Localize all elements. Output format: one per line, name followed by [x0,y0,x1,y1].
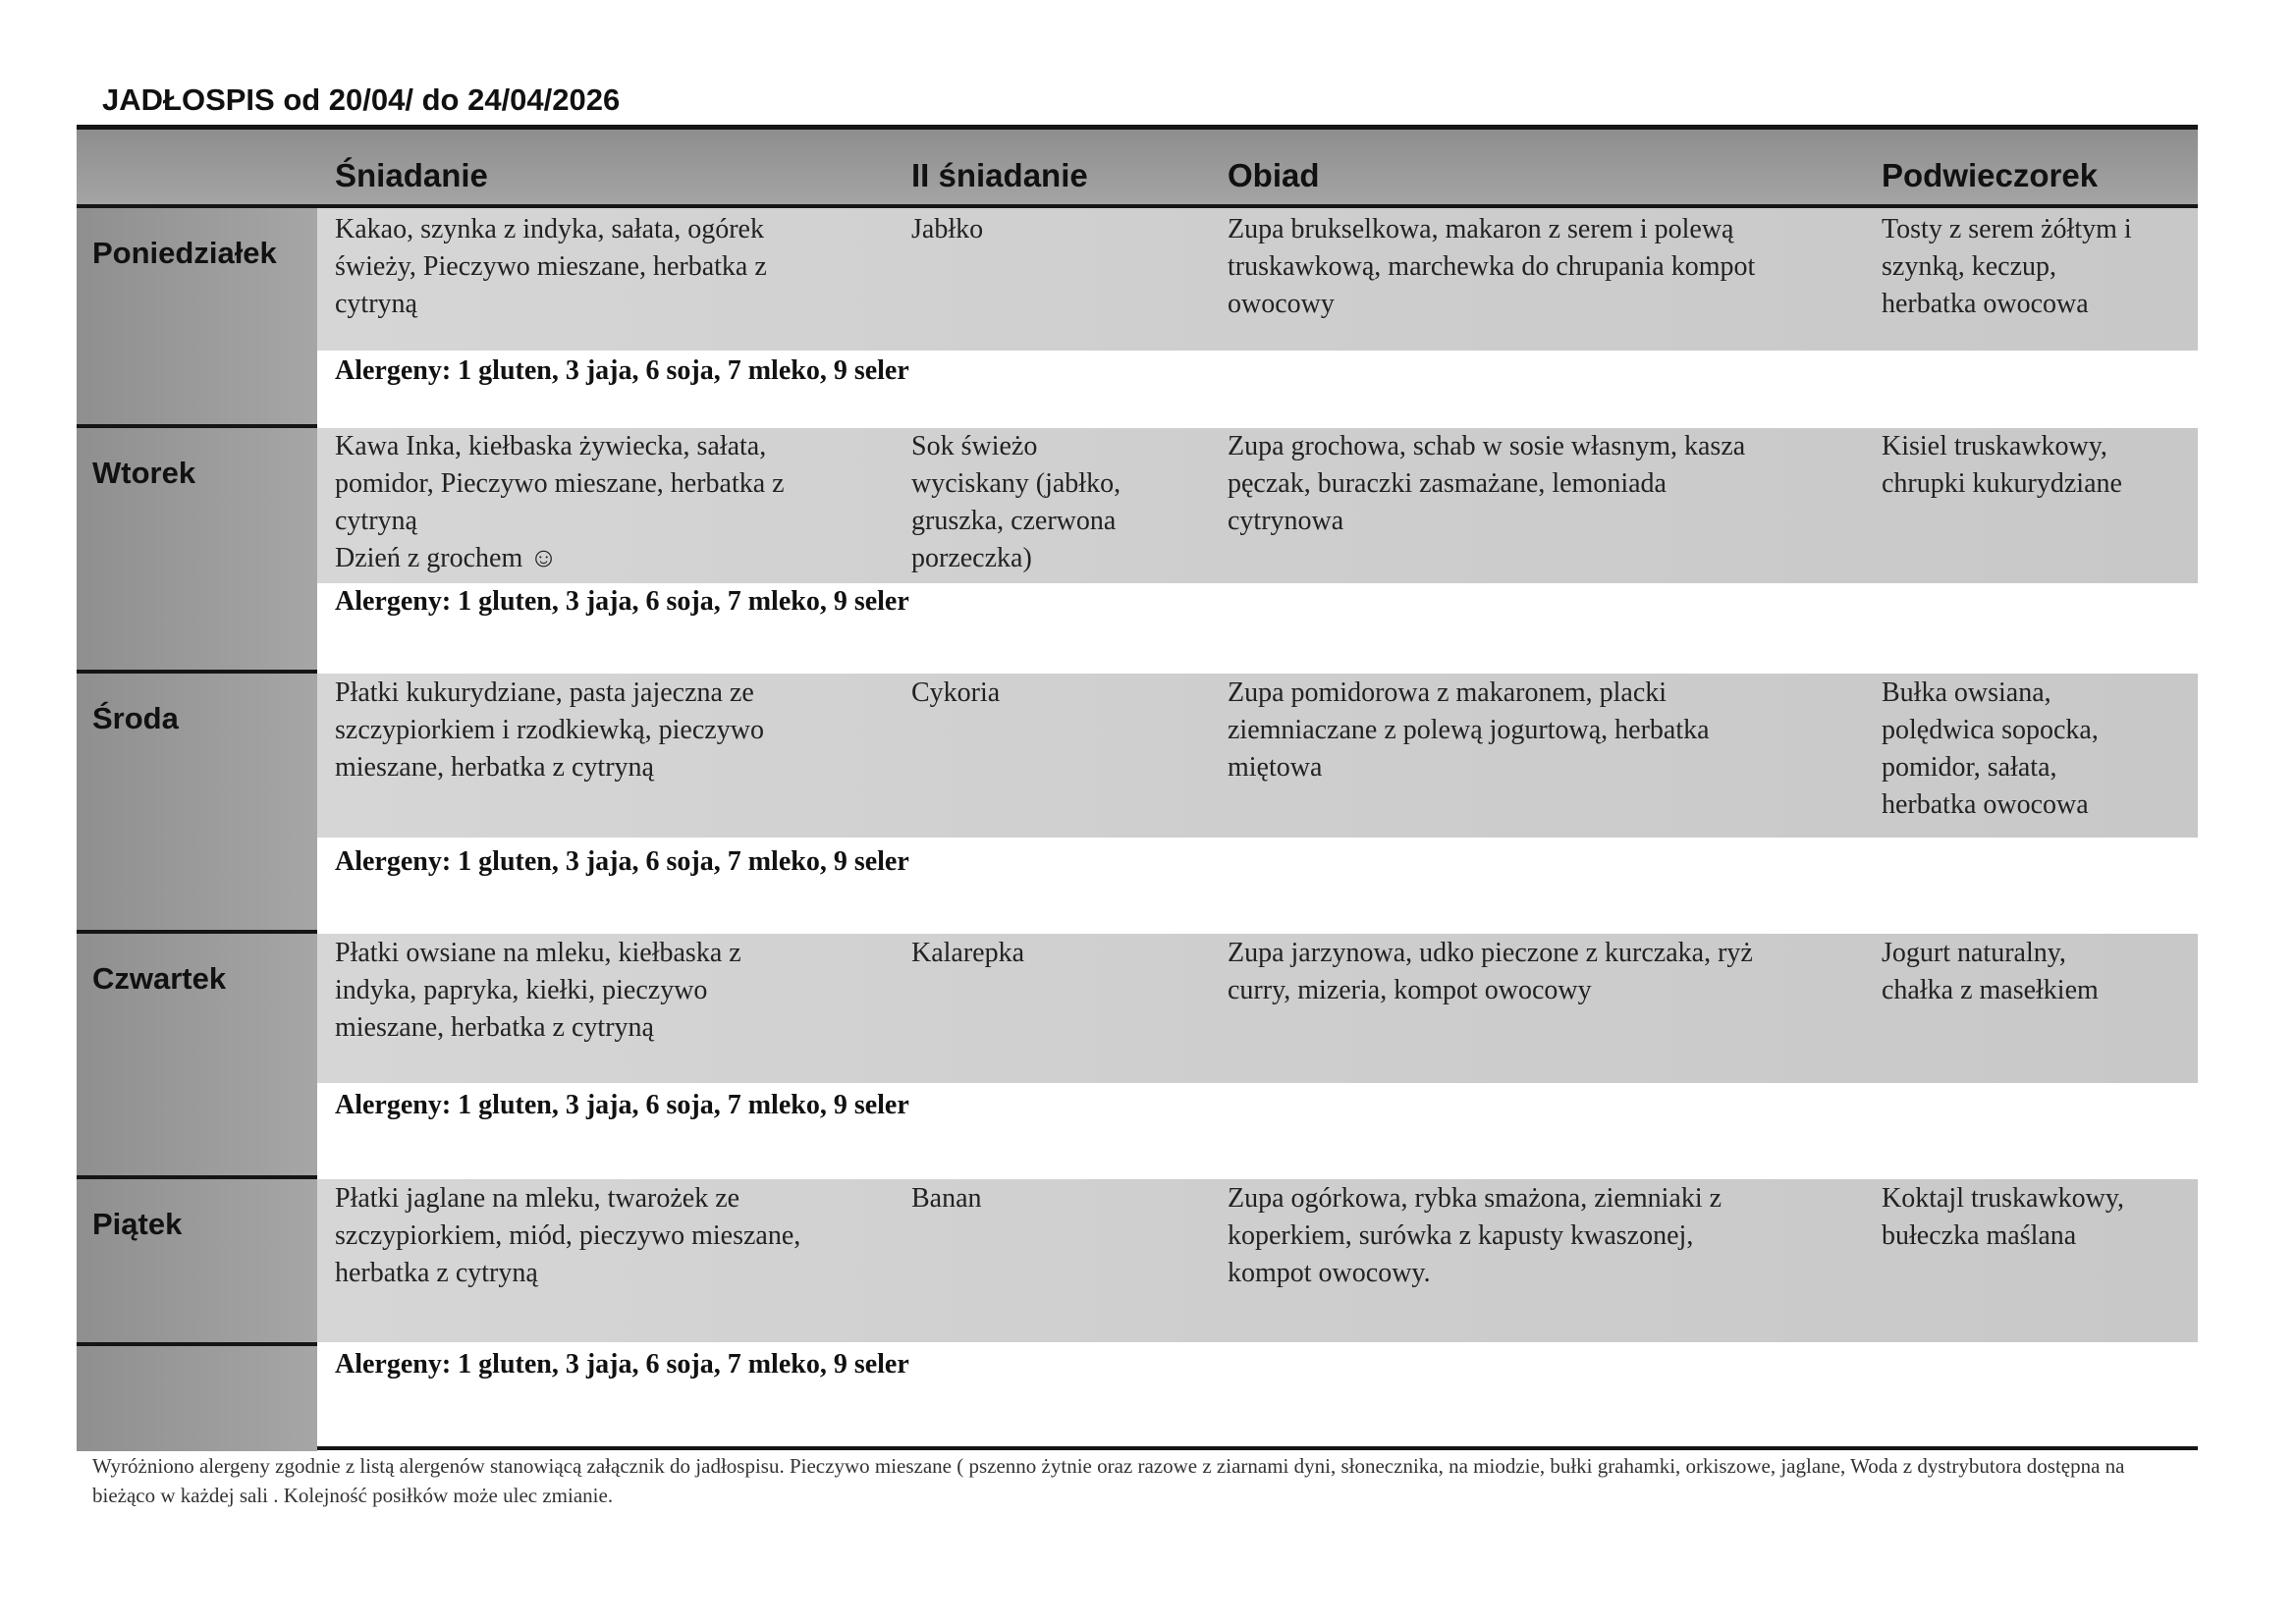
day-cell-thursday [77,930,317,1175]
breakfast-cell: Płatki jaglane na mleku, twarożek ze szczypiorkiem, miód, pieczywo mieszane, herbatka z cytryną [335,1183,801,1288]
second-breakfast-cell: Banan [911,1183,982,1214]
dinner-cell: Zupa ogórkowa, rybka smażona, ziemniaki z koperkiem, surówka z kapusty kwaszonej, kompot owocowy. [1228,1183,1722,1288]
header-row [77,130,2198,208]
footnote: Wyróżniono alergeny zgodnie z listą alergenów stanowiącą załącznik do jadłospisu. Pieczywo mieszane ( pszenno żytnie oraz razowe z ziarnami dyni, słonecznika, na miodzie, bułki grahamki, orkiszowe, jaglane, Woda z dystrybutora dostępna na bieżąco w każdej sali . Kolejność posiłków może ulec zmianie. [92,1454,2125,1507]
dinner-cell: Zupa jarzynowa, udko pieczone z kurczaka, ryż curry, mizeria, kompot owocowy [1228,938,1753,1005]
header-second-breakfast: II śniadanie [911,157,1088,193]
day-name: Środa [92,701,179,735]
day-name: Czwartek [92,961,227,996]
day-name: Wtorek [92,456,196,490]
day-name: Piątek [92,1207,183,1241]
header-dinner: Obiad [1228,157,1320,193]
dinner-cell: Zupa brukselkowa, makaron z serem i polewą truskawkową, marchewka do chrupania kompot owocowy [1228,214,1756,319]
dinner-cell: Zupa grochowa, schab w sosie własnym, kasza pęczak, buraczki zasmażane, lemoniada cytrynowa [1228,431,1746,536]
day-name: Poniedziałek [92,236,277,270]
allergens-text: Alergeny: 1 gluten, 3 jaja, 6 soja, 7 mleko, 9 seler [335,1090,909,1120]
second-breakfast-cell: Kalarepka [911,938,1025,968]
day-cell-empty [77,1342,317,1451]
day-cell-friday [77,1175,317,1342]
allergens-text: Alergeny: 1 gluten, 3 jaja, 6 soja, 7 mleko, 9 seler [335,1349,909,1380]
day-cell-tuesday [77,424,317,670]
snack-cell: Tosty z serem żółtym i szynką, keczup, herbatka owocowa [1882,214,2132,319]
allergens-text: Alergeny: 1 gluten, 3 jaja, 6 soja, 7 mleko, 9 seler [335,586,909,617]
breakfast-cell: Płatki kukurydziane, pasta jajeczna ze szczypiorkiem i rzodkiewką, pieczywo mieszane, herbatka z cytryną [335,677,764,783]
day-cell-monday [77,204,317,424]
header-breakfast: Śniadanie [335,157,488,193]
allergens-text: Alergeny: 1 gluten, 3 jaja, 6 soja, 7 mleko, 9 seler [335,846,909,877]
snack-cell: Jogurt naturalny, chałka z masełkiem [1882,938,2099,1005]
snack-cell: Bułka owsiana, polędwica sopocka, pomidor, sałata, herbatka owocowa [1882,677,2099,820]
second-breakfast-cell: Cykoria [911,677,1001,708]
breakfast-cell: Kakao, szynka z indyka, sałata, ogórek świeży, Pieczywo mieszane, herbatka z cytryną [335,214,767,319]
menu-table [77,125,2198,1450]
allergens-text: Alergeny: 1 gluten, 3 jaja, 6 soja, 7 mleko, 9 seler [335,355,909,386]
snack-cell: Kisiel truskawkowy, chrupki kukurydziane [1882,431,2122,499]
second-breakfast-cell: Jabłko [911,214,984,244]
day-cell-wednesday [77,670,317,930]
page-title: JADŁOSPIS od 20/04/ do 24/04/2026 [102,82,621,117]
breakfast-cell: Kawa Inka, kiełbaska żywiecka, sałata, pomidor, Pieczywo mieszane, herbatka z cytryną Dzień z grochem ☺ [335,431,785,573]
second-breakfast-cell: Sok świeżo wyciskany (jabłko, gruszka, czerwona porzeczka) [911,431,1121,573]
snack-cell: Koktajl truskawkowy, bułeczka maślana [1882,1183,2125,1251]
breakfast-cell: Płatki owsiane na mleku, kiełbaska z indyka, papryka, kiełki, pieczywo mieszane, herbatka z cytryną [335,938,741,1043]
dinner-cell: Zupa pomidorowa z makaronem, placki ziemniaczane z polewą jogurtową, herbatka miętowa [1228,677,1710,783]
header-snack: Podwieczorek [1882,157,2099,193]
